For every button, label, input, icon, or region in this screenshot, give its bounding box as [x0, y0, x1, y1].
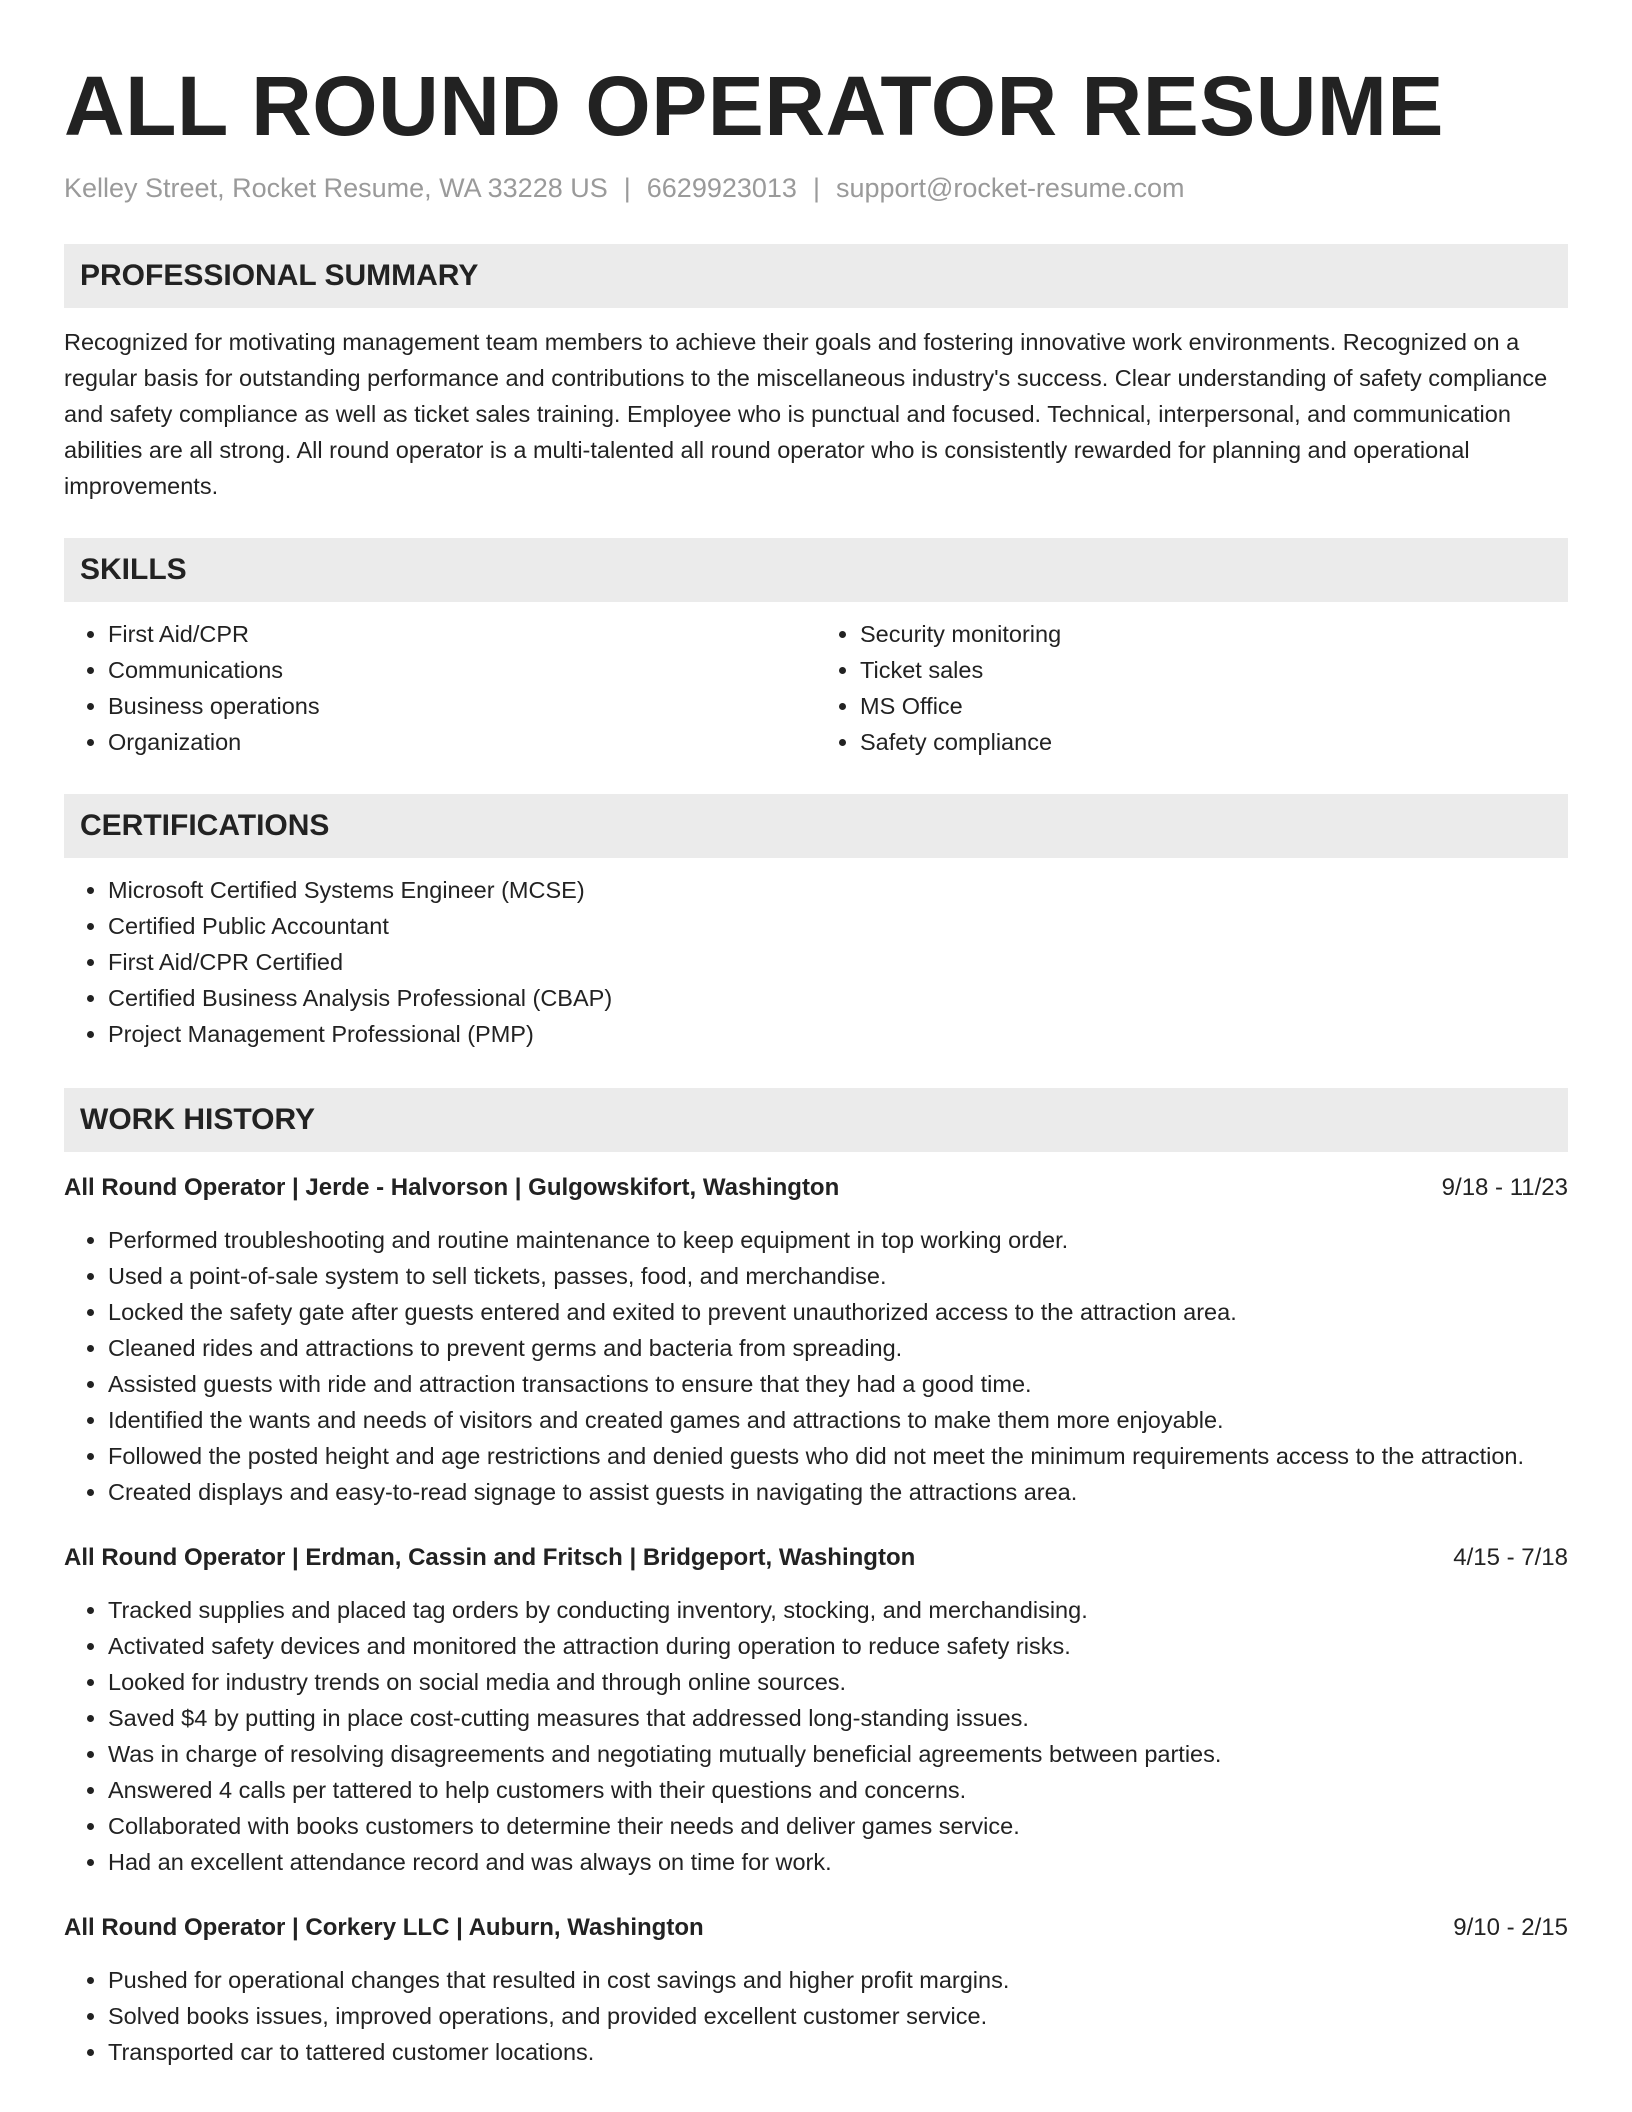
- skill-item: • Communications: [108, 652, 816, 688]
- job-bullet: • Solved books issues, improved operations, and provided excellent customer service.: [108, 1998, 1568, 2034]
- job-bullet: • Looked for industry trends on social media and through online sources.: [108, 1664, 1568, 1700]
- job-bullet: • Answered 4 calls per tattered to help customers with their questions and concerns.: [108, 1772, 1568, 1808]
- job-bullet: • Collaborated with books customers to determine their needs and deliver games service.: [108, 1808, 1568, 1844]
- job-bullet: • Assisted guests with ride and attraction transactions to ensure that they had a good time.: [108, 1366, 1568, 1402]
- skills-grid: [64, 616, 1568, 760]
- job-bullet: • Activated safety devices and monitored the attraction during operation to reduce safety risks.: [108, 1628, 1568, 1664]
- certification-item: • Certified Business Analysis Professional (CBAP): [108, 980, 1568, 1016]
- certification-item: • First Aid/CPR Certified: [108, 944, 1568, 980]
- contact-email: support@rocket-resume.com: [835, 173, 1185, 203]
- job-header: [64, 1540, 1568, 1576]
- contact-separator: |: [812, 173, 820, 203]
- job-bullet: • Cleaned rides and attractions to prevent germs and bacteria from spreading.: [108, 1330, 1568, 1366]
- job-bullet: • Identified the wants and needs of visitors and created games and attractions to make them more enjoyable.: [108, 1402, 1568, 1438]
- job-dates: 9/18 - 11/23: [1441, 1174, 1568, 1201]
- certification-item: • Project Management Professional (PMP): [108, 1016, 1568, 1052]
- contact-phone: 6629923013: [646, 173, 797, 203]
- job-entry: [64, 1910, 1568, 2070]
- job-dates: 9/10 - 2/15: [1453, 1914, 1568, 1941]
- skills-list-left: [64, 616, 816, 760]
- certification-item: • Certified Public Accountant: [108, 908, 1568, 944]
- contact-address: Kelley Street, Rocket Resume, WA 33228 US: [64, 173, 608, 203]
- skill-item: • Ticket sales: [860, 652, 1568, 688]
- skill-item: • First Aid/CPR: [108, 616, 816, 652]
- certification-item: • Microsoft Certified Systems Engineer (MCSE): [108, 872, 1568, 908]
- job-bullet: • Was in charge of resolving disagreements and negotiating mutually beneficial agreements between parties.: [108, 1736, 1568, 1772]
- job-bullet: • Created displays and easy-to-read signage to assist guests in navigating the attractions area.: [108, 1474, 1568, 1510]
- job-title: All Round Operator | Erdman, Cassin and Fritsch | Bridgeport, Washington: [64, 1544, 916, 1571]
- job-header: [64, 1170, 1568, 1206]
- summary-text: Recognized for motivating management team members to achieve their goals and fostering innovative work environments. Recognized on a regular basis for outstanding performance and contributions to the miscellaneous industry's success. Clear understanding of safety compliance and safety compliance as well as ticket sales training. Employee who is punctual and focused. Technical, interpersonal, and communication abilities are all strong. All round operator is a multi-talented all round operator who is consistently rewarded for planning and operational improvements.: [64, 329, 1548, 499]
- job-bullet: • Saved $4 by putting in place cost-cutting measures that addressed long-standing issues.: [108, 1700, 1568, 1736]
- job-entry: [64, 1540, 1568, 1880]
- certifications-list: [64, 872, 1568, 1052]
- job-title: All Round Operator | Corkery LLC | Auburn, Washington: [64, 1914, 704, 1941]
- job-bullets: [64, 1962, 1568, 2070]
- job-bullet: • Used a point-of-sale system to sell tickets, passes, food, and merchandise.: [108, 1258, 1568, 1294]
- skill-item: • Security monitoring: [860, 616, 1568, 652]
- job-bullet: • Pushed for operational changes that resulted in cost savings and higher profit margins.: [108, 1962, 1568, 1998]
- skills-list-right: [816, 616, 1568, 760]
- job-bullet: • Tracked supplies and placed tag orders by conducting inventory, stocking, and merchandising.: [108, 1592, 1568, 1628]
- skill-item: • MS Office: [860, 688, 1568, 724]
- job-bullet: • Followed the posted height and age restrictions and denied guests who did not meet the minimum requirements access to the attraction.: [108, 1438, 1568, 1474]
- job-title: All Round Operator | Jerde - Halvorson | Gulgowskifort, Washington: [64, 1174, 840, 1201]
- skill-item: • Business operations: [108, 688, 816, 724]
- skill-item: • Organization: [108, 724, 816, 760]
- resume-title: ALL ROUND OPERATOR RESUME: [64, 59, 1444, 153]
- job-dates: 4/15 - 7/18: [1453, 1544, 1568, 1571]
- job-bullets: [64, 1592, 1568, 1880]
- job-entry: [64, 1170, 1568, 1510]
- section-heading-skills: SKILLS: [64, 538, 1568, 602]
- job-bullet: • Had an excellent attendance record and was always on time for work.: [108, 1844, 1568, 1880]
- section-heading-work-history: WORK HISTORY: [64, 1088, 1568, 1152]
- job-bullets: [64, 1222, 1568, 1510]
- job-header: [64, 1910, 1568, 1946]
- job-bullet: • Locked the safety gate after guests entered and exited to prevent unauthorized access to the attraction area.: [108, 1294, 1568, 1330]
- contact-line: [64, 170, 1568, 206]
- section-heading-certifications: CERTIFICATIONS: [64, 794, 1568, 858]
- contact-separator: |: [623, 173, 631, 203]
- section-heading-summary: PROFESSIONAL SUMMARY: [64, 244, 1568, 308]
- job-bullet: • Transported car to tattered customer locations.: [108, 2034, 1568, 2070]
- skill-item: • Safety compliance: [860, 724, 1568, 760]
- job-bullet: • Performed troubleshooting and routine maintenance to keep equipment in top working order.: [108, 1222, 1568, 1258]
